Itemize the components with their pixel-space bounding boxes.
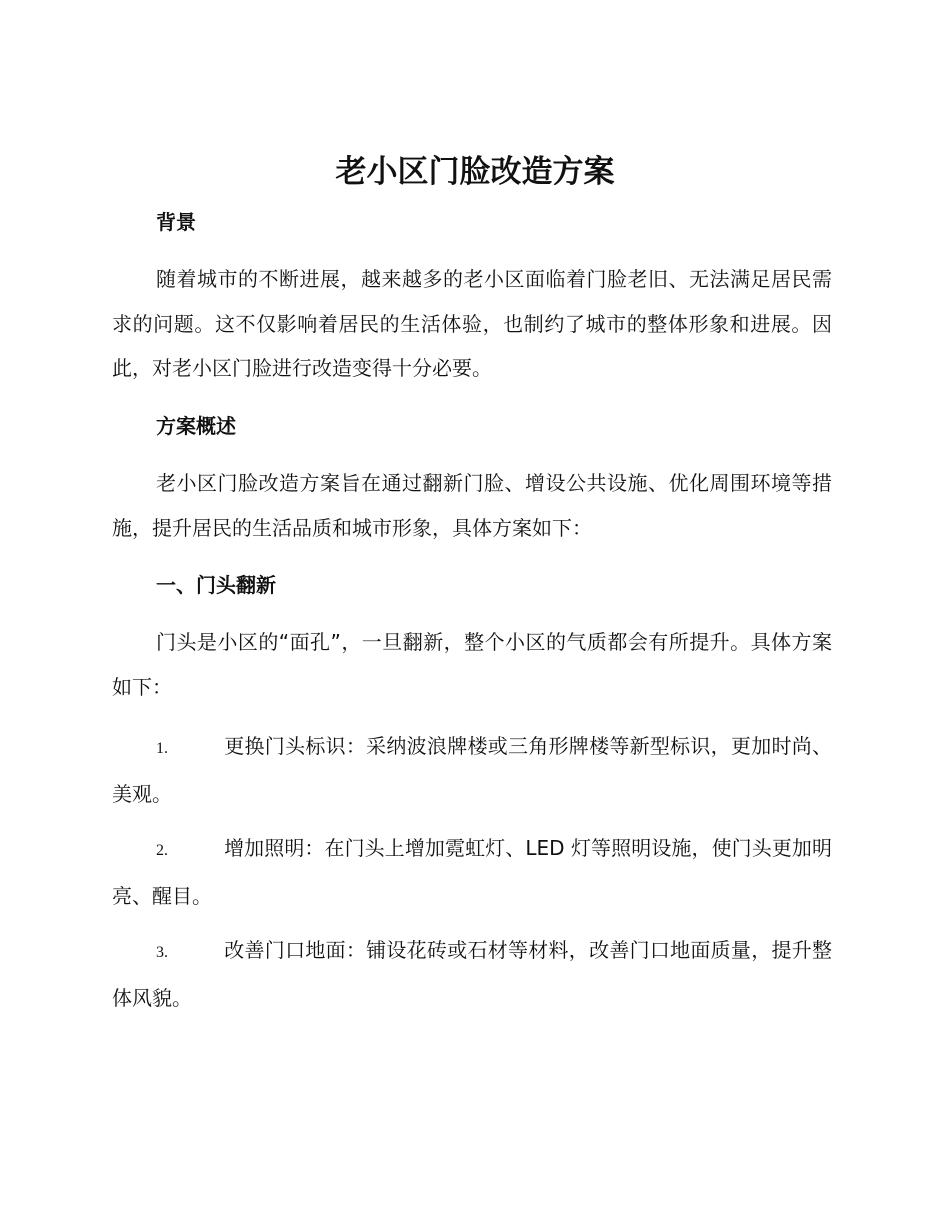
list-text: 增加照明：在门头上增加霓虹灯、LED 灯等照明设施，使门头更加明亮、醒目。 xyxy=(112,836,832,908)
section-heading-door-renovation: 一、门头翻新 xyxy=(156,573,276,597)
list-item xyxy=(112,826,832,918)
section-heading-overview: 方案概述 xyxy=(156,414,236,438)
list-number: 2. xyxy=(156,842,168,859)
list-number: 1. xyxy=(156,740,168,757)
list-item xyxy=(112,724,832,816)
document-title: 老小区门脸改造方案 xyxy=(335,154,615,190)
list-item xyxy=(112,928,832,1020)
list-text: 改善门口地面：铺设花砖或石材等材料，改善门口地面质量，提升整体风貌。 xyxy=(112,938,832,1010)
section-paragraph-overview: 老小区门脸改造方案旨在通过翻新门脸、增设公共设施、优化周围环境等措施，提升居民的生活品质和城市形象，具体方案如下： xyxy=(112,471,832,540)
section-heading-background: 背景 xyxy=(156,210,196,234)
section-paragraph-background: 随着城市的不断进展，越来越多的老小区面临着门脸老旧、无法满足居民需求的问题。这不仅影响着居民的生活体验，也制约了城市的整体形象和进展。因此，对老小区门脸进行改造变得十分必要。 xyxy=(112,267,832,380)
list-number: 3. xyxy=(156,944,168,961)
list-text: 更换门头标识：采纳波浪牌楼或三角形牌楼等新型标识，更加时尚、美观。 xyxy=(112,734,832,806)
section-paragraph-door-renovation: 门头是小区的“面孔”，一旦翻新，整个小区的气质都会有所提升。具体方案如下： xyxy=(112,630,832,699)
